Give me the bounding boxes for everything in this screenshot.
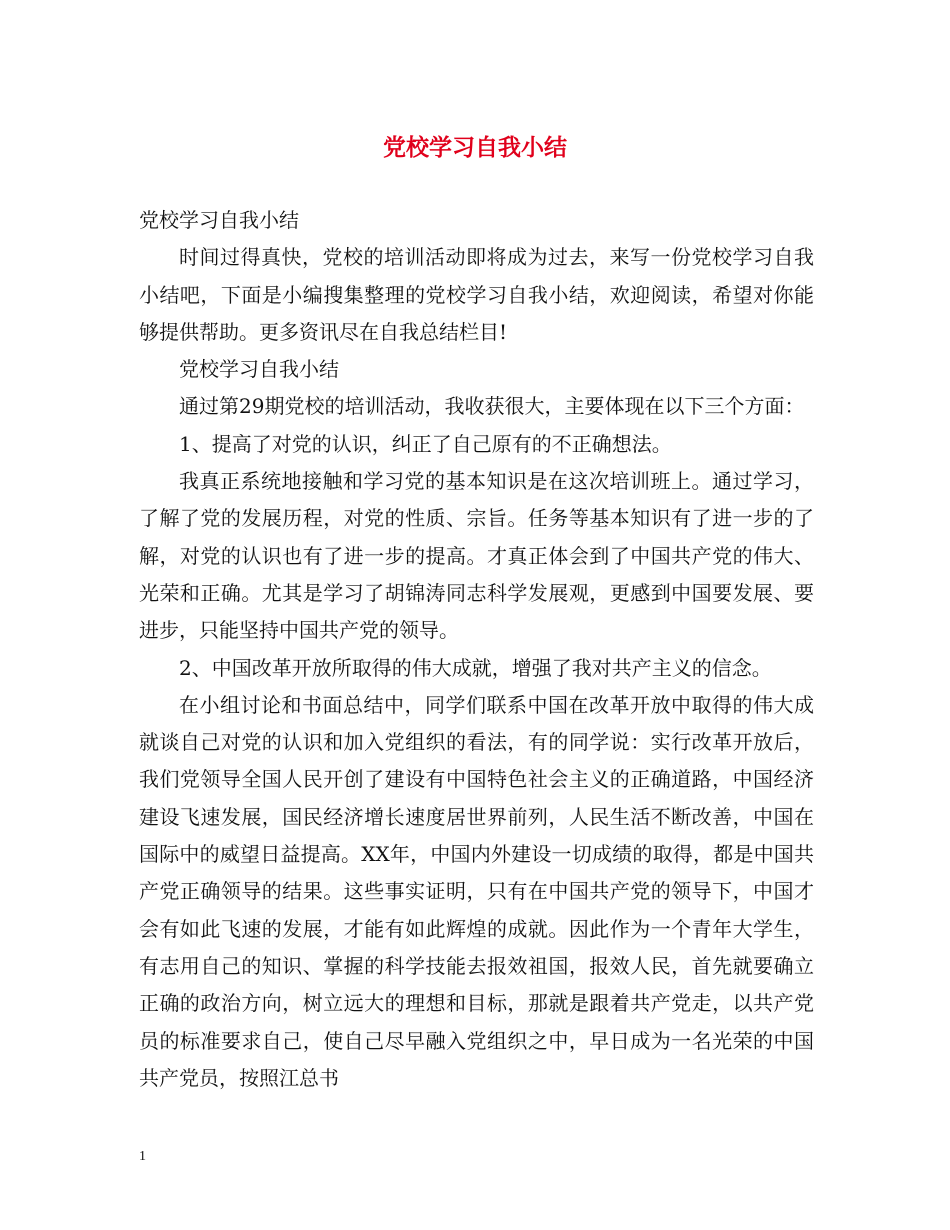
paragraph-point-2: 2、中国改革开放所取得的伟大成就，增强了我对共产主义的信念。 <box>179 655 772 680</box>
paragraph-point-1-detail: 我真正系统地接触和学习党的基本知识是在这次培训班上。通过学习，了解了党的发展历程，对党的性质、宗旨。任务等基本知识有了进一步的了解，对党的认识也有了进一步的提高。才真正体会到了中国共产党的伟大、光荣和正确。尤其是学习了胡锦涛同志科学发展观，更感到中国要发展、要进步，只能坚持中国共产党的领导。 <box>139 469 814 643</box>
document-title: 党校学习自我小结 <box>383 134 567 161</box>
document-body <box>139 202 814 1097</box>
paragraph-heading: 党校学习自我小结 <box>139 208 299 232</box>
paragraph-subheading: 党校学习自我小结 <box>179 357 339 382</box>
paragraph-intro: 时间过得真快，党校的培训活动即将成为过去，来写一份党校学习自我小结吧，下面是小编搜集整理的党校学习自我小结，欢迎阅读，希望对你能够提供帮助。更多资讯尽在自我总结栏目! <box>139 245 814 344</box>
paragraph-overview: 通过第29期党校的培训活动，我收获很大，主要体现在以下三个方面： <box>179 394 805 419</box>
paragraph-point-2-detail: 在小组讨论和书面总结中，同学们联系中国在改革开放中取得的伟大成就谈自己对党的认识和加入党组织的看法，有的同学说：实行改革开放后，我们党领导全国人民开创了建设有中国特色社会主义的正确道路，中国经济建设飞速发展，国民经济增长速度居世界前列，人民生活不断改善，中国在国际中的威望日益提高。XX年，中国内外建设一切成绩的取得，都是中国共产党正确领导的结果。这些事实证明，只有在中国共产党的领导下，中国才会有如此飞速的发展，才能有如此辉煌的成就。因此作为一个青年大学生，有志用自己的知识、掌握的科学技能去报效祖国，报效人民，首先就要确立正确的政治方向，树立远大的理想和目标，那就是跟着共产党走，以共产党员的标准要求自己，使自己尽早融入党组织之中，早日成为一名光荣的中国共产党员，按照江总书 <box>139 692 814 1090</box>
paragraph-point-1: 1、提高了对党的认识，纠正了自己原有的不正确想法。 <box>179 431 672 456</box>
page-number: 1 <box>139 1149 146 1164</box>
